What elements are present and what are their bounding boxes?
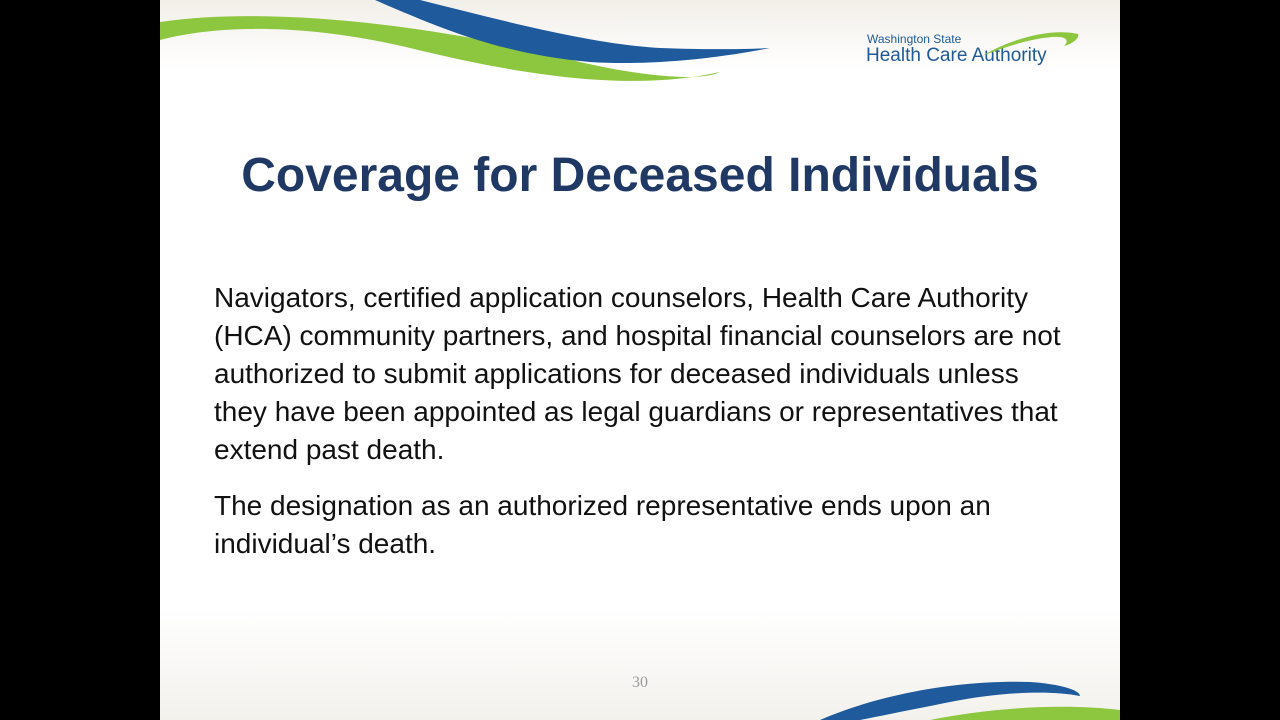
- slide: [160, 0, 1120, 720]
- slide-body: [214, 279, 1074, 581]
- body-paragraph: Navigators, certified application counselors, Health Care Authority (HCA) community partners, and hospital financial counselors are not authorized to submit applications for deceased individuals unless they have been appointed as legal guardians or representatives that extend past death.: [214, 282, 1061, 465]
- logo-line-1: Washington State: [867, 32, 962, 46]
- body-paragraph: The designation as an authorized representative ends upon an individual’s death.: [214, 490, 991, 559]
- page-number: 30: [632, 674, 648, 691]
- bottom-swoosh-decoration: [800, 660, 1120, 720]
- logo-line-2: Health Care Authority: [866, 45, 1047, 66]
- slide-title: Coverage for Deceased Individuals: [241, 149, 1039, 202]
- logo-arc-mark: [972, 30, 1082, 60]
- top-swoosh-decoration: [160, 0, 780, 100]
- hca-logo: [860, 30, 1080, 72]
